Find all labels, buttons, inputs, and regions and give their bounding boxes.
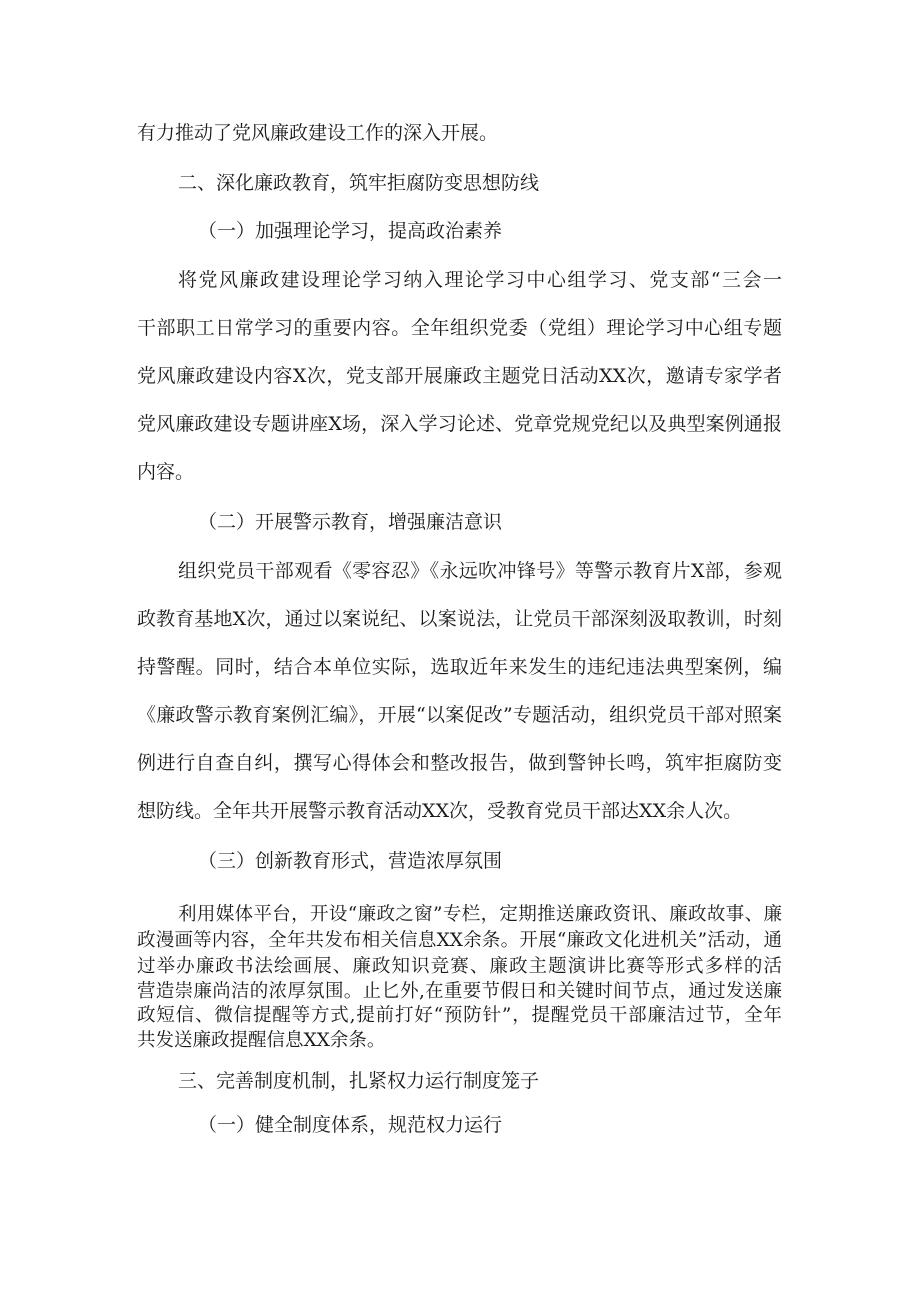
subsection-heading-2-2: （二）开展警示教育，增强廉洁意识	[198, 511, 503, 533]
paragraph-line: 利用媒体平台，开设“廉政之窗”专栏，定期推送廉政资讯、廉政故事、廉	[178, 904, 782, 925]
paragraph-line: 例进行自查自纠，撰写心得体会和整改报告，做到警钟长鸣，筑牢拒腐防变	[137, 752, 782, 774]
paragraph-line: 持警醒。同时，结合本单位实际，选取近年来发生的违纪违法典型案例，编	[137, 656, 782, 678]
paragraph-line: 党风廉政建设内容X次，党支部开展廉政主题党日活动XX次，邀请专家学者	[137, 365, 782, 387]
paragraph-line: 将党风廉政建设理论学习纳入理论学习中心组学习、党支部“三会一	[178, 269, 782, 291]
paragraph-line: 共发送廉政提醒信息XX余条。	[137, 1030, 386, 1051]
paragraph-line: 政教育基地X次，通过以案说纪、以案说法，让党员干部深刻汲取教训，时刻	[137, 608, 782, 630]
section-heading-2: 二、深化廉政教育，筑牢拒腐防变思想防线	[178, 172, 540, 194]
paragraph-line: 组织党员干部观看《零容忍》《永远吹冲锋号》等警示教育片X部，参观	[178, 560, 782, 582]
paragraph-line: 想防线。全年共开展警示教育活动XX次，受教育党员干部达XX余人次。	[137, 800, 743, 822]
subsection-heading-2-3: （三）创新教育形式，营造浓厚氛围	[198, 850, 503, 872]
paragraph-line: 《廉政警示教育案例汇编》，开展“以案促改”专题活动，组织党员干部对照案	[137, 704, 782, 726]
paragraph-line: 政漫画等内容，全年共发布相关信息XX余条。开展“廉政文化进机关”活动，通	[137, 930, 782, 951]
paragraph-line: 营造崇廉尚洁的浓厚氛围。止匕外,在重要节假日和关键时间节点，通过发送廉	[137, 981, 782, 1002]
paragraph-line: 干部职工日常学习的重要内容。全年组织党委（党组）理论学习中心组专题	[137, 317, 782, 339]
paragraph-line: 政短信、微信提醒等方式,提前打好“预防针”，提醒党员干部廉洁过节，全年	[137, 1005, 782, 1026]
section-heading-3: 三、完善制度机制，扎紧权力运行制度笼子	[178, 1070, 540, 1092]
subsection-heading-2-1: （一）加强理论学习，提高政治素养	[198, 220, 503, 242]
paragraph-line: 内容。	[137, 461, 195, 483]
paragraph-line: 党风廉政建设专题讲座X场，深入学习论述、党章党规党纪以及典型案例通报	[137, 413, 782, 435]
subsection-heading-3-1: （一）健全制度体系，规范权力运行	[198, 1114, 503, 1136]
paragraph-line: 过举办廉政书法绘画展、廉政知识竞赛、廉政主题演讲比赛等形式多样的活	[137, 956, 782, 977]
paragraph-line: 有力推动了党风廉政建设工作的深入开展。	[137, 122, 499, 144]
